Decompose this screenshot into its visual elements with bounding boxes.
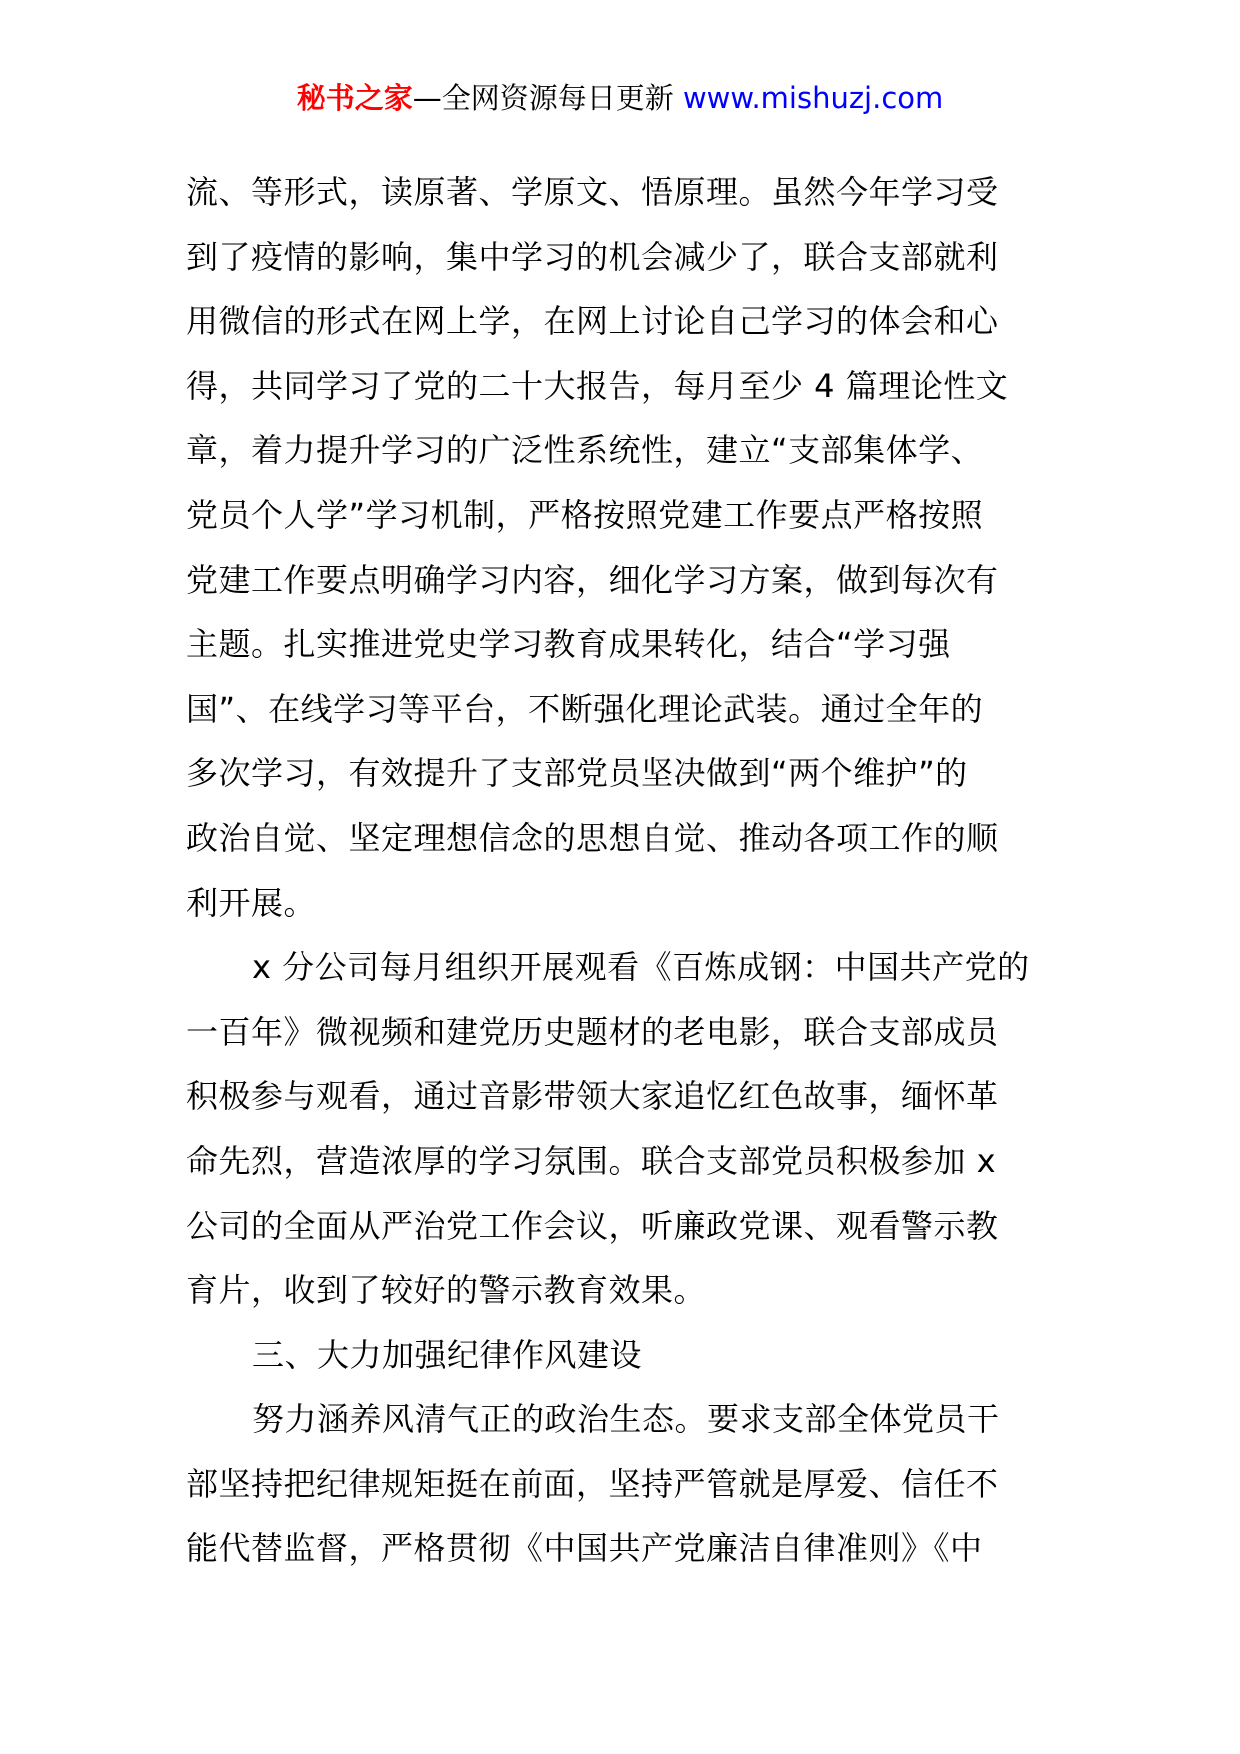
body-line: 公司的全面从严治党工作会议，听廉政党课、观看警示教 bbox=[186, 1206, 999, 1245]
section-heading: 三、大力加强纪律作风建设 bbox=[252, 1335, 643, 1374]
body-line: 党员个人学”学习机制，严格按照党建工作要点严格按照 bbox=[186, 495, 984, 534]
body-line: 积极参与观看，通过音影带领大家追忆红色故事，缅怀革 bbox=[186, 1077, 999, 1116]
site-brand: 秘书之家 bbox=[296, 81, 413, 115]
body-line: 育片，收到了较好的警示教育效果。 bbox=[186, 1271, 707, 1310]
site-url-link[interactable]: www.mishuzj.com bbox=[682, 81, 944, 115]
paragraph-start-line: x 分公司每月组织开展观看《百炼成钢：中国共产党的 bbox=[252, 948, 1030, 987]
body-line: 党建工作要点明确学习内容，细化学习方案，做到每次有 bbox=[186, 560, 999, 599]
body-line: 得，共同学习了党的二十大报告，每月至少 4 篇理论性文 bbox=[186, 366, 1009, 405]
body-line: 利开展。 bbox=[186, 883, 317, 922]
site-tagline: —全网资源每日更新 bbox=[412, 81, 683, 115]
body-line: 国”、在线学习等平台，不断强化理论武装。通过全年的 bbox=[186, 689, 984, 728]
body-line: 政治自觉、坚定理想信念的思想自觉、推动各项工作的顺 bbox=[186, 818, 999, 857]
body-line: 主题。扎实推进党史学习教育成果转化，结合“学习强 bbox=[186, 625, 951, 664]
paragraph-start-line: 努力涵养风清气正的政治生态。要求支部全体党员干 bbox=[252, 1400, 1000, 1439]
body-line: 部坚持把纪律规矩挺在前面，坚持严管就是厚爱、信任不 bbox=[186, 1464, 999, 1503]
body-line: 流、等形式，读原著、学原文、悟原理。虽然今年学习受 bbox=[186, 173, 999, 211]
body-line: 到了疫情的影响，集中学习的机会减少了，联合支部就利 bbox=[186, 237, 999, 276]
site-header bbox=[0, 78, 1240, 118]
document-body bbox=[186, 160, 1046, 1581]
body-line: 一百年》微视频和建党历史题材的老电影，联合支部成员 bbox=[186, 1012, 999, 1051]
body-line: 能代替监督，严格贯彻《中国共产党廉洁自律准则》《中 bbox=[186, 1529, 983, 1568]
body-line: 用微信的形式在网上学，在网上讨论自己学习的体会和心 bbox=[186, 302, 999, 341]
body-line: 多次学习，有效提升了支部党员坚决做到“两个维护”的 bbox=[186, 754, 968, 793]
body-line: 命先烈，营造浓厚的学习氛围。联合支部党员积极参加 x bbox=[186, 1141, 997, 1180]
body-line: 章，着力提升学习的广泛性系统性，建立“支部集体学、 bbox=[186, 431, 984, 470]
